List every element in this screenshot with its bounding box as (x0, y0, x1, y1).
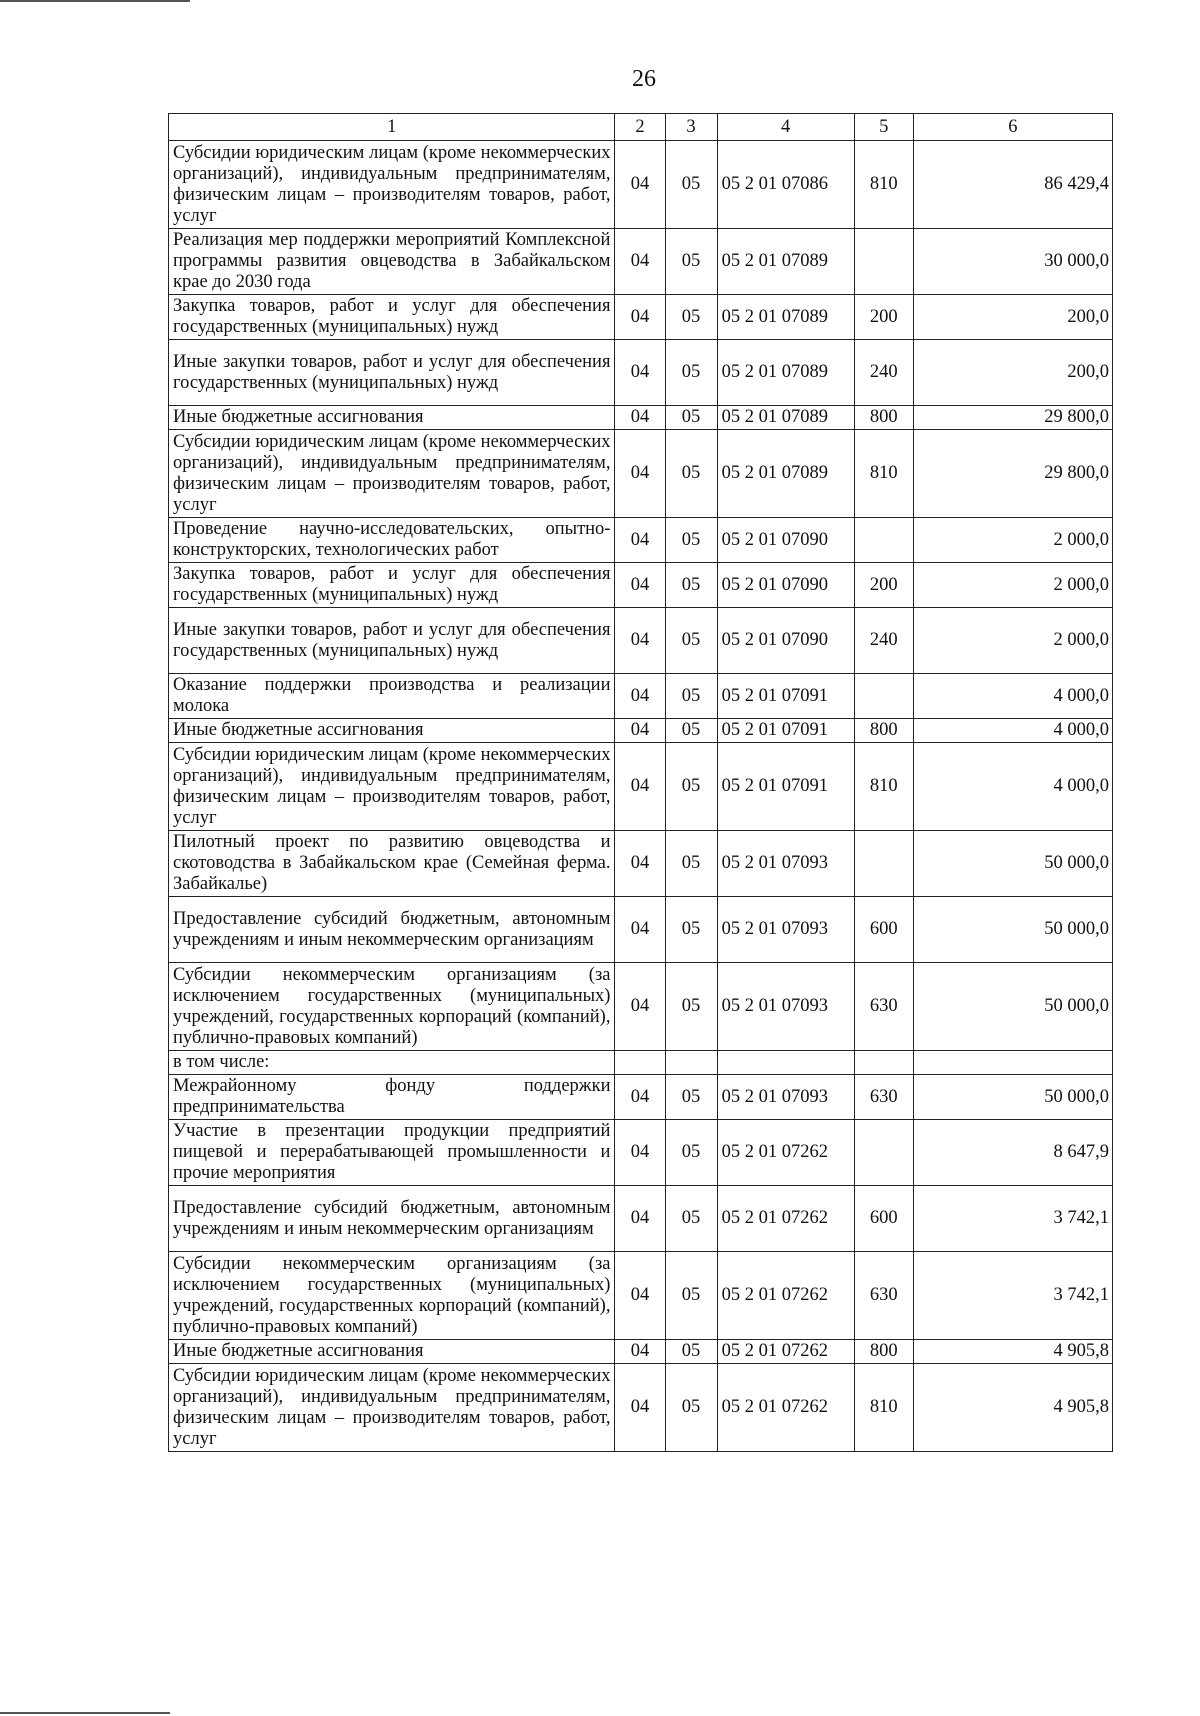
subsection-code: 05 (665, 229, 717, 295)
section-code: 04 (615, 1252, 665, 1340)
row-label: Участие в презентации продукции предприятий пищевой и перерабатывающей промышленности и прочие мероприятия (169, 1120, 615, 1186)
target-article-code: 05 2 01 07262 (717, 1364, 854, 1452)
row-label: Оказание поддержки производства и реализации молока (169, 674, 615, 719)
amount-value: 200,0 (913, 340, 1112, 406)
subsection-code: 05 (665, 743, 717, 831)
target-article-code: 05 2 01 07090 (717, 608, 854, 674)
section-code: 04 (615, 831, 665, 897)
amount-value: 4 000,0 (913, 719, 1112, 743)
section-code: 04 (615, 1075, 665, 1120)
row-label: Субсидии некоммерческим организациям (за исключением государственных (муниципальных) учреждений, государственных корпораций (компаний), публично-правовых компаний) (169, 1252, 615, 1340)
table-header-row (169, 114, 1113, 141)
subsection-code: 05 (665, 563, 717, 608)
table-row (169, 340, 1113, 406)
subsection-code: 05 (665, 897, 717, 963)
amount-value: 200,0 (913, 295, 1112, 340)
column-header: 2 (615, 114, 665, 141)
subsection-code: 05 (665, 1340, 717, 1364)
row-label: Проведение научно-исследовательских, опытно-конструкторских, технологических работ (169, 518, 615, 563)
subsection-code: 05 (665, 608, 717, 674)
row-label: Пилотный проект по развитию овцеводства и скотоводства в Забайкальском крае (Семейная ферма. Забайкалье) (169, 831, 615, 897)
amount-value: 50 000,0 (913, 831, 1112, 897)
page-number: 26 (632, 66, 656, 92)
subsection-code: 05 (665, 831, 717, 897)
column-header: 6 (913, 114, 1112, 141)
section-code: 04 (615, 674, 665, 719)
section-code: 04 (615, 340, 665, 406)
row-label: Предоставление субсидий бюджетным, автономным учреждениям и иным некоммерческим организациям (169, 1186, 615, 1252)
table-row (169, 1340, 1113, 1364)
target-article-code: 05 2 01 07090 (717, 518, 854, 563)
expense-type-code (854, 229, 913, 295)
subsection-code: 05 (665, 430, 717, 518)
expense-type-code: 810 (854, 141, 913, 229)
section-code: 04 (615, 743, 665, 831)
subsection-code: 05 (665, 295, 717, 340)
expense-type-code: 600 (854, 1186, 913, 1252)
row-label: Субсидии юридическим лицам (кроме некоммерческих организаций), индивидуальным предпринимателям, физическим лицам – производителям товаров, работ, услуг (169, 430, 615, 518)
subsection-code: 05 (665, 518, 717, 563)
subsection-code: 05 (665, 1364, 717, 1452)
amount-value: 2 000,0 (913, 563, 1112, 608)
target-article-code: 05 2 01 07089 (717, 340, 854, 406)
amount-value: 29 800,0 (913, 430, 1112, 518)
row-label: Субсидии юридическим лицам (кроме некоммерческих организаций), индивидуальным предпринимателям, физическим лицам – производителям товаров, работ, услуг (169, 743, 615, 831)
expense-type-code (854, 1051, 913, 1075)
table-row (169, 719, 1113, 743)
table-row (169, 229, 1113, 295)
target-article-code: 05 2 01 07093 (717, 831, 854, 897)
target-article-code: 05 2 01 07086 (717, 141, 854, 229)
row-label: Межрайонному фонду поддержки предпринимательства (169, 1075, 615, 1120)
amount-value: 2 000,0 (913, 608, 1112, 674)
target-article-code: 05 2 01 07262 (717, 1252, 854, 1340)
table-row (169, 406, 1113, 430)
section-code: 04 (615, 719, 665, 743)
amount-value: 4 000,0 (913, 674, 1112, 719)
section-code: 04 (615, 1186, 665, 1252)
amount-value: 3 742,1 (913, 1186, 1112, 1252)
table-row (169, 674, 1113, 719)
table-row (169, 1186, 1113, 1252)
expense-type-code: 800 (854, 1340, 913, 1364)
column-header: 5 (854, 114, 913, 141)
section-code: 04 (615, 430, 665, 518)
scan-artifact-bottom (0, 1712, 170, 1714)
expense-type-code: 240 (854, 608, 913, 674)
section-code: 04 (615, 518, 665, 563)
expense-type-code: 810 (854, 743, 913, 831)
amount-value: 4 000,0 (913, 743, 1112, 831)
expense-type-code: 630 (854, 963, 913, 1051)
target-article-code: 05 2 01 07093 (717, 897, 854, 963)
amount-value: 4 905,8 (913, 1340, 1112, 1364)
expense-type-code: 600 (854, 897, 913, 963)
table-row (169, 1252, 1113, 1340)
table-row (169, 1075, 1113, 1120)
amount-value: 4 905,8 (913, 1364, 1112, 1452)
row-label: Иные закупки товаров, работ и услуг для обеспечения государственных (муниципальных) нужд (169, 608, 615, 674)
expense-type-code (854, 831, 913, 897)
row-label: Реализация мер поддержки мероприятий Комплексной программы развития овцеводства в Забайкальском крае до 2030 года (169, 229, 615, 295)
expense-type-code (854, 674, 913, 719)
table-row (169, 141, 1113, 229)
table-row (169, 1364, 1113, 1452)
section-code: 04 (615, 406, 665, 430)
amount-value (913, 1051, 1112, 1075)
table-row (169, 897, 1113, 963)
target-article-code: 05 2 01 07093 (717, 963, 854, 1051)
section-code: 04 (615, 295, 665, 340)
subsection-code: 05 (665, 1252, 717, 1340)
table-row (169, 518, 1113, 563)
table-row (169, 563, 1113, 608)
table-row (169, 295, 1113, 340)
section-code: 04 (615, 897, 665, 963)
table-row (169, 608, 1113, 674)
row-label: Иные бюджетные ассигнования (169, 406, 615, 430)
section-code: 04 (615, 563, 665, 608)
expense-type-code: 200 (854, 295, 913, 340)
expense-type-code (854, 518, 913, 563)
subsection-code (665, 1051, 717, 1075)
target-article-code: 05 2 01 07089 (717, 430, 854, 518)
amount-value: 50 000,0 (913, 897, 1112, 963)
section-code: 04 (615, 229, 665, 295)
expense-type-code: 200 (854, 563, 913, 608)
expense-type-code: 810 (854, 1364, 913, 1452)
section-code: 04 (615, 963, 665, 1051)
amount-value: 3 742,1 (913, 1252, 1112, 1340)
subsection-code: 05 (665, 141, 717, 229)
table-row (169, 743, 1113, 831)
expense-type-code: 800 (854, 406, 913, 430)
section-code: 04 (615, 1364, 665, 1452)
row-label: в том числе: (169, 1051, 615, 1075)
column-header: 3 (665, 114, 717, 141)
row-label: Субсидии юридическим лицам (кроме некоммерческих организаций), индивидуальным предпринимателям, физическим лицам – производителям товаров, работ, услуг (169, 1364, 615, 1452)
column-header: 1 (169, 114, 615, 141)
amount-value: 50 000,0 (913, 963, 1112, 1051)
section-code (615, 1051, 665, 1075)
row-label: Предоставление субсидий бюджетным, автономным учреждениям и иным некоммерческим организациям (169, 897, 615, 963)
expense-type-code (854, 1120, 913, 1186)
table-row (169, 1051, 1113, 1075)
target-article-code (717, 1051, 854, 1075)
subsection-code: 05 (665, 1075, 717, 1120)
target-article-code: 05 2 01 07262 (717, 1340, 854, 1364)
target-article-code: 05 2 01 07089 (717, 295, 854, 340)
table-row (169, 831, 1113, 897)
target-article-code: 05 2 01 07091 (717, 674, 854, 719)
row-label: Закупка товаров, работ и услуг для обеспечения государственных (муниципальных) нужд (169, 563, 615, 608)
budget-table (168, 113, 1113, 1452)
section-code: 04 (615, 1340, 665, 1364)
section-code: 04 (615, 141, 665, 229)
expense-type-code: 630 (854, 1252, 913, 1340)
row-label: Закупка товаров, работ и услуг для обеспечения государственных (муниципальных) нужд (169, 295, 615, 340)
row-label: Иные закупки товаров, работ и услуг для обеспечения государственных (муниципальных) нужд (169, 340, 615, 406)
subsection-code: 05 (665, 719, 717, 743)
table-row (169, 963, 1113, 1051)
target-article-code: 05 2 01 07090 (717, 563, 854, 608)
target-article-code: 05 2 01 07262 (717, 1120, 854, 1186)
target-article-code: 05 2 01 07091 (717, 719, 854, 743)
row-label: Иные бюджетные ассигнования (169, 1340, 615, 1364)
amount-value: 29 800,0 (913, 406, 1112, 430)
amount-value: 2 000,0 (913, 518, 1112, 563)
table-row (169, 430, 1113, 518)
row-label: Субсидии некоммерческим организациям (за исключением государственных (муниципальных) учреждений, государственных корпораций (компаний), публично-правовых компаний) (169, 963, 615, 1051)
section-code: 04 (615, 608, 665, 674)
subsection-code: 05 (665, 406, 717, 430)
target-article-code: 05 2 01 07089 (717, 229, 854, 295)
target-article-code: 05 2 01 07089 (717, 406, 854, 430)
section-code: 04 (615, 1120, 665, 1186)
amount-value: 8 647,9 (913, 1120, 1112, 1186)
subsection-code: 05 (665, 963, 717, 1051)
target-article-code: 05 2 01 07091 (717, 743, 854, 831)
row-label: Субсидии юридическим лицам (кроме некоммерческих организаций), индивидуальным предпринимателям, физическим лицам – производителям товаров, работ, услуг (169, 141, 615, 229)
subsection-code: 05 (665, 674, 717, 719)
expense-type-code: 630 (854, 1075, 913, 1120)
expense-type-code: 240 (854, 340, 913, 406)
target-article-code: 05 2 01 07262 (717, 1186, 854, 1252)
amount-value: 86 429,4 (913, 141, 1112, 229)
table-row (169, 1120, 1113, 1186)
column-header: 4 (717, 114, 854, 141)
subsection-code: 05 (665, 1186, 717, 1252)
amount-value: 30 000,0 (913, 229, 1112, 295)
expense-type-code: 810 (854, 430, 913, 518)
table-body (169, 141, 1113, 1452)
amount-value: 50 000,0 (913, 1075, 1112, 1120)
subsection-code: 05 (665, 1120, 717, 1186)
row-label: Иные бюджетные ассигнования (169, 719, 615, 743)
target-article-code: 05 2 01 07093 (717, 1075, 854, 1120)
scan-artifact-top (0, 0, 190, 2)
subsection-code: 05 (665, 340, 717, 406)
expense-type-code: 800 (854, 719, 913, 743)
